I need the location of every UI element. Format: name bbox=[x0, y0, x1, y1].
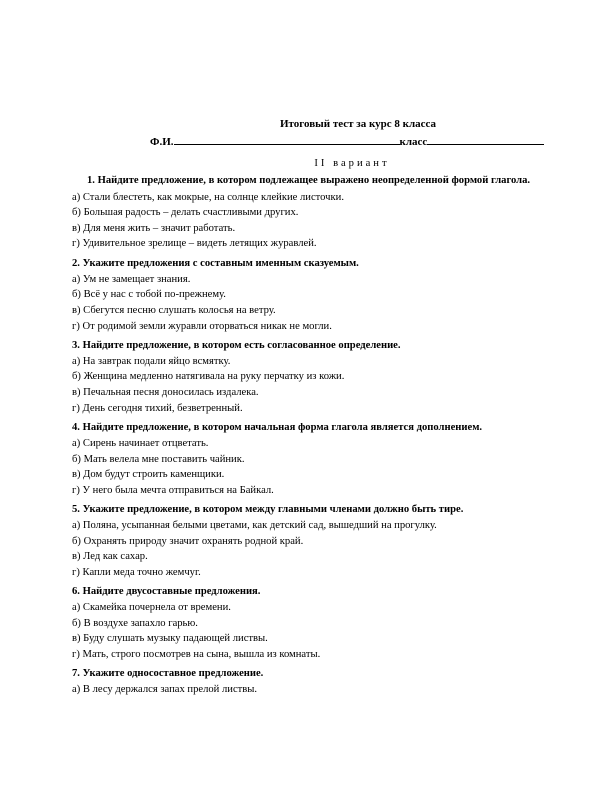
question-2 bbox=[72, 257, 576, 333]
answer-option: в) Буду слушать музыку падающей листвы. bbox=[72, 633, 268, 645]
answer-option: г) День сегодня тихий, безветренный. bbox=[72, 402, 243, 414]
answer-option: г) У него была мечта отправиться на Байкал. bbox=[72, 484, 274, 496]
question-text: 4. Найдите предложение, в котором начальная форма глагола является дополнением. bbox=[72, 421, 483, 433]
question-3 bbox=[72, 339, 576, 415]
answer-option: г) От родимой земли журавли оторваться никак не могли. bbox=[72, 320, 332, 332]
answer-option: б) Мать велела мне поставить чайник. bbox=[72, 453, 245, 465]
question-text: 1. Найдите предложение, в котором подлежащее выражено неопределенной формой глагола. bbox=[87, 175, 531, 187]
page-title: Итоговый тест за курс 8 класса bbox=[279, 118, 437, 130]
answer-option: а) На завтрак подали яйцо всмятку. bbox=[72, 355, 231, 367]
question-7 bbox=[72, 667, 576, 696]
fio-label: Ф.И. bbox=[150, 135, 174, 148]
answer-option: а) Сирень начинает отцветать. bbox=[72, 437, 209, 449]
class-blank bbox=[427, 135, 544, 145]
answer-option: б) Всё у нас с тобой по-прежнему. bbox=[72, 289, 226, 301]
answer-option: г) Удивительное зрелище – видеть летящих журавлей. bbox=[72, 238, 317, 250]
answer-option: а) Ум не замещает знания. bbox=[72, 273, 191, 285]
question-text: 7. Укажите односоставное предложение. bbox=[72, 668, 264, 680]
answer-option: в) Сбегутся песню слушать колосья на ветру. bbox=[72, 304, 276, 316]
question-5 bbox=[72, 503, 576, 579]
answer-option: в) Для меня жить – значит работать. bbox=[72, 222, 236, 234]
answer-option: г) Капли меда точно жемчуг. bbox=[72, 566, 201, 578]
answer-option: а) Стали блестеть, как мокрые, на солнце клейкие листочки. bbox=[72, 191, 344, 203]
question-text: 5. Укажите предложение, в котором между главными членами должно быть тире. bbox=[72, 503, 464, 515]
question-text: 6. Найдите двусоставные предложения. bbox=[72, 586, 261, 597]
answer-option: в) Печальная песня доносилась издалека. bbox=[72, 387, 259, 398]
answer-option: б) Большая радость – делать счастливыми других. bbox=[72, 207, 299, 219]
answer-option: а) Поляна, усыпанная белыми цветами, как детский сад, вышедший на прогулку. bbox=[72, 520, 437, 531]
question-6 bbox=[72, 585, 576, 661]
class-label: класс bbox=[399, 135, 428, 148]
answer-option: г) Мать, строго посмотрев на сына, вышла из комнаты. bbox=[72, 649, 321, 660]
answer-option: б) Охранять природу значит охранять родной край. bbox=[72, 535, 304, 547]
answer-option: б) Женщина медленно натягивала на руку перчатку из кожи. bbox=[72, 371, 345, 383]
answer-option: в) Лед как сахар. bbox=[72, 551, 148, 563]
fio-blank bbox=[174, 135, 400, 145]
variant-label: II вариант bbox=[314, 158, 390, 170]
answer-option: в) Дом будут строить каменщики. bbox=[72, 469, 225, 481]
name-class-line bbox=[88, 135, 576, 150]
answer-option: а) Скамейка почернела от времени. bbox=[72, 602, 231, 614]
question-1 bbox=[72, 174, 576, 250]
answer-option: б) В воздухе запахло гарью. bbox=[72, 617, 198, 629]
question-4 bbox=[72, 421, 576, 497]
question-text: 3. Найдите предложение, в котором есть согласованное определение. bbox=[72, 339, 401, 351]
answer-option: а) В лесу держался запах прелой листвы. bbox=[72, 684, 258, 696]
question-text: 2. Укажите предложения с составным именным сказуемым. bbox=[72, 257, 359, 269]
